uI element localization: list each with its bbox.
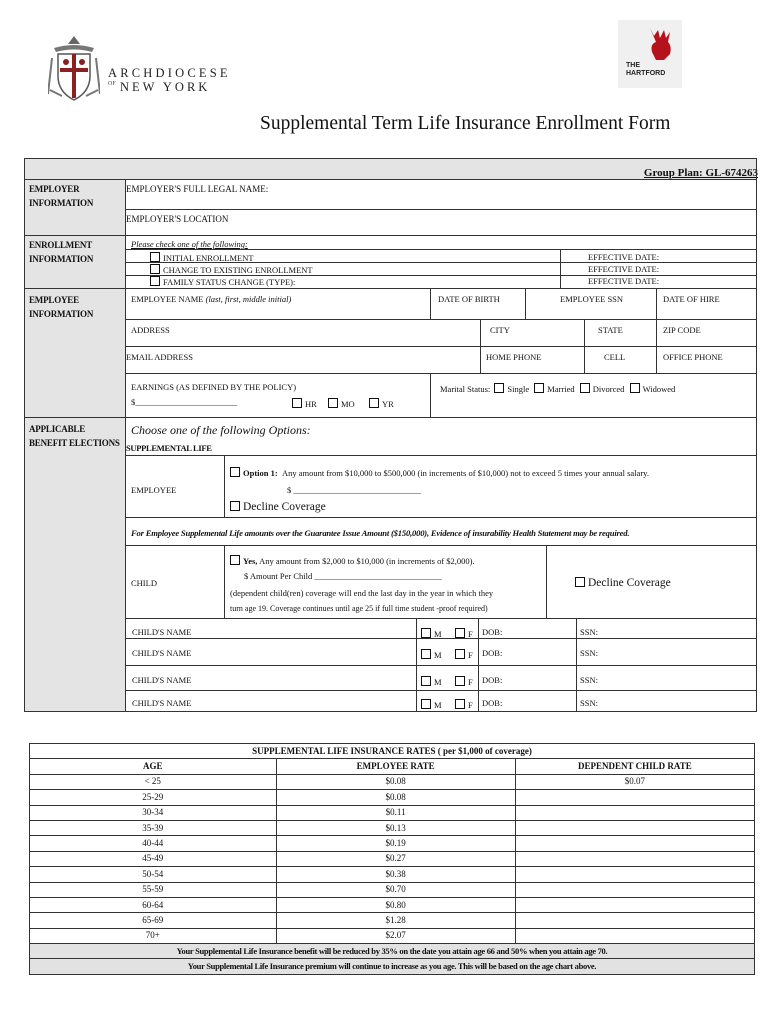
child-sex-m[interactable]: M — [421, 699, 442, 710]
f-checkbox[interactable] — [455, 676, 465, 686]
pay-period-mo[interactable]: MO — [328, 398, 355, 409]
child-dob-label: DOB: — [482, 627, 503, 637]
home-phone-label: HOME PHONE — [486, 352, 542, 362]
employee-name-label: EMPLOYEE NAME (last, first, middle initial) — [131, 294, 292, 304]
yr-checkbox[interactable] — [369, 398, 379, 408]
org-name-of: OF — [108, 81, 116, 87]
widowed-checkbox[interactable] — [630, 383, 640, 393]
child-option-label: CHILD — [131, 578, 157, 588]
table-row: 45-49 $0.27 — [30, 851, 755, 866]
ssn-label: EMPLOYEE SSN — [560, 294, 624, 304]
table-row: 55-59 $0.70 — [30, 882, 755, 897]
child-note-2: turn age 19. Coverage continues until age 25 if full time student -proof required) — [230, 604, 488, 613]
m-checkbox[interactable] — [421, 628, 431, 638]
employer-section-label: EMPLOYER INFORMATION — [29, 184, 94, 208]
option-1-row[interactable]: Option 1: Any amount from $10,000 to $500,000 (in increments of $10,000) not to exceed 5 times your annual salary. — [230, 467, 649, 478]
table-row: 30-34 $0.11 — [30, 805, 755, 820]
child-ssn-label: SSN: — [580, 648, 598, 658]
city-label: CITY — [490, 325, 510, 335]
earnings-amount[interactable]: $________________________ — [131, 397, 238, 407]
hartford-logo — [618, 20, 682, 88]
hartford-name: HARTFORD — [626, 70, 666, 77]
zip-label: ZIP CODE — [663, 325, 701, 335]
rates-table — [29, 743, 755, 975]
org-name-line1: ARCHDIOCESE — [108, 66, 231, 80]
table-row: 40-44 $0.19 — [30, 836, 755, 851]
child-dob-label: DOB: — [482, 698, 503, 708]
m-checkbox[interactable] — [421, 699, 431, 709]
group-plan: Group Plan: GL-674263 — [643, 167, 758, 179]
child-yes-checkbox[interactable] — [230, 555, 240, 565]
rates-title: SUPPLEMENTAL LIFE INSURANCE RATES ( per $1,000 of coverage) — [30, 744, 755, 759]
email-label: EMAIL ADDRESS — [126, 352, 193, 362]
pay-period-yr[interactable]: YR — [369, 398, 394, 409]
divorced-checkbox[interactable] — [580, 383, 590, 393]
employer-legal-name-input[interactable] — [330, 181, 750, 207]
hr-checkbox[interactable] — [292, 398, 302, 408]
child-name-label: CHILD'S NAME — [132, 698, 192, 708]
employer-location-label: EMPLOYER'S LOCATION — [126, 214, 229, 224]
table-row: < 25 $0.08 $0.07 — [30, 774, 755, 789]
child-sex-m[interactable]: M — [421, 649, 442, 660]
org-name-line2: NEW YORK — [120, 80, 211, 94]
employee-decline-checkbox[interactable] — [230, 501, 240, 511]
pay-period-hr[interactable]: HR — [292, 398, 317, 409]
table-row: 70+ $2.07 — [30, 928, 755, 943]
child-sex-f[interactable]: F — [455, 676, 473, 687]
child-decline-checkbox[interactable] — [575, 577, 585, 587]
effective-date-1: EFFECTIVE DATE: — [588, 252, 660, 262]
employer-location-input[interactable] — [250, 211, 750, 233]
f-checkbox[interactable] — [455, 699, 465, 709]
address-label: ADDRESS — [131, 325, 170, 335]
child-dob-label: DOB: — [482, 648, 503, 658]
child-ssn-label: SSN: — [580, 698, 598, 708]
m-checkbox[interactable] — [421, 649, 431, 659]
enrollment-section-label: ENROLLMENT INFORMATION — [29, 240, 94, 264]
option-1-amount[interactable]: $ ______________________________ — [287, 485, 421, 495]
employer-legal-name-label: EMPLOYER'S FULL LEGAL NAME: — [126, 184, 269, 194]
enrollment-instruction: Please check one of the following: — [131, 239, 248, 249]
mo-checkbox[interactable] — [328, 398, 338, 408]
child-sex-f[interactable]: F — [455, 699, 473, 710]
employee-section-label: EMPLOYEE INFORMATION — [29, 295, 94, 319]
employee-decline-coverage[interactable]: Decline Coverage — [230, 501, 326, 514]
rates-footnote-2: Your Supplemental Life Insurance premium will continue to increase as you age. This will be based on the age chart above. — [30, 959, 755, 974]
child-yes-row[interactable]: Yes, Any amount from $2,000 to $10,000 (in increments of $2,000). — [230, 555, 475, 566]
child-note-1: (dependent child(ren) coverage will end the last day in the year in which they — [230, 588, 494, 598]
child-sex-f[interactable]: F — [455, 628, 473, 639]
child-name-label: CHILD'S NAME — [132, 648, 192, 658]
child-sex-f[interactable]: F — [455, 649, 473, 660]
initial-enrollment-checkbox[interactable] — [150, 252, 160, 262]
choose-options-text: Choose one of the following Options: — [131, 423, 311, 437]
guarantee-issue-note: For Employee Supplemental Life amounts over the Guarantee Issue Amount ($150,000), Evidence of insurability Health Statement may be required. — [131, 528, 630, 538]
hartford-the: THE — [626, 62, 640, 69]
marital-status-row: Marital Status: Single Married Divorced Widowed — [440, 384, 676, 394]
child-ssn-label: SSN: — [580, 627, 598, 637]
child-name-label: CHILD'S NAME — [132, 675, 192, 685]
coat-of-arms-icon — [48, 34, 100, 106]
dob-label: DATE OF BIRTH — [438, 294, 500, 304]
cell-label: CELL — [604, 352, 626, 362]
effective-date-3: EFFECTIVE DATE: — [588, 276, 660, 286]
child-amount[interactable]: $ Amount Per Child ______________________________ — [244, 571, 442, 581]
f-checkbox[interactable] — [455, 628, 465, 638]
child-name-label: CHILD'S NAME — [132, 627, 192, 637]
hire-date-label: DATE OF HIRE — [663, 294, 720, 304]
rates-header-employee: EMPLOYEE RATE — [276, 759, 515, 774]
archdiocese-logo — [48, 34, 238, 106]
m-checkbox[interactable] — [421, 676, 431, 686]
f-checkbox[interactable] — [455, 649, 465, 659]
table-row: 50-54 $0.38 — [30, 867, 755, 882]
form-title: Supplemental Term Life Insurance Enrollment Form — [260, 113, 671, 134]
change-enrollment-option[interactable]: CHANGE TO EXISTING ENROLLMENT — [150, 264, 313, 275]
change-enrollment-checkbox[interactable] — [150, 264, 160, 274]
table-row: 60-64 $0.80 — [30, 897, 755, 912]
employee-option-label: EMPLOYEE — [131, 485, 177, 495]
family-status-checkbox[interactable] — [150, 276, 160, 286]
initial-enrollment-option[interactable]: INITIAL ENROLLMENT — [150, 252, 254, 263]
child-dob-label: DOB: — [482, 675, 503, 685]
married-checkbox[interactable] — [534, 383, 544, 393]
benefits-section-label: APPLICABLE BENEFIT ELECTIONS — [29, 424, 120, 448]
family-status-option[interactable]: FAMILY STATUS CHANGE (TYPE): — [150, 276, 295, 287]
rates-header-age: AGE — [30, 759, 277, 774]
rates-footnote-1: Your Supplemental Life Insurance benefit will be reduced by 35% on the date you attain age 66 and 50% when you attain age 70. — [30, 944, 755, 959]
supplemental-life-label: SUPPLEMENTAL LIFE — [126, 443, 212, 453]
child-sex-m[interactable]: M — [421, 676, 442, 687]
child-ssn-label: SSN: — [580, 675, 598, 685]
earnings-label: EARNINGS (AS DEFINED BY THE POLICY) — [131, 382, 297, 392]
child-sex-m[interactable]: M — [421, 628, 442, 639]
single-checkbox[interactable] — [494, 383, 504, 393]
table-row: 65-69 $1.28 — [30, 913, 755, 928]
table-row: 35-39 $0.13 — [30, 820, 755, 835]
office-phone-label: OFFICE PHONE — [663, 352, 723, 362]
effective-date-2: EFFECTIVE DATE: — [588, 264, 660, 274]
state-label: STATE — [598, 325, 623, 335]
table-row: 25-29 $0.08 — [30, 790, 755, 805]
rates-header-child: DEPENDENT CHILD RATE — [515, 759, 754, 774]
stag-icon — [642, 26, 682, 64]
option-1-checkbox[interactable] — [230, 467, 240, 477]
child-decline-coverage[interactable]: Decline Coverage — [575, 577, 671, 590]
